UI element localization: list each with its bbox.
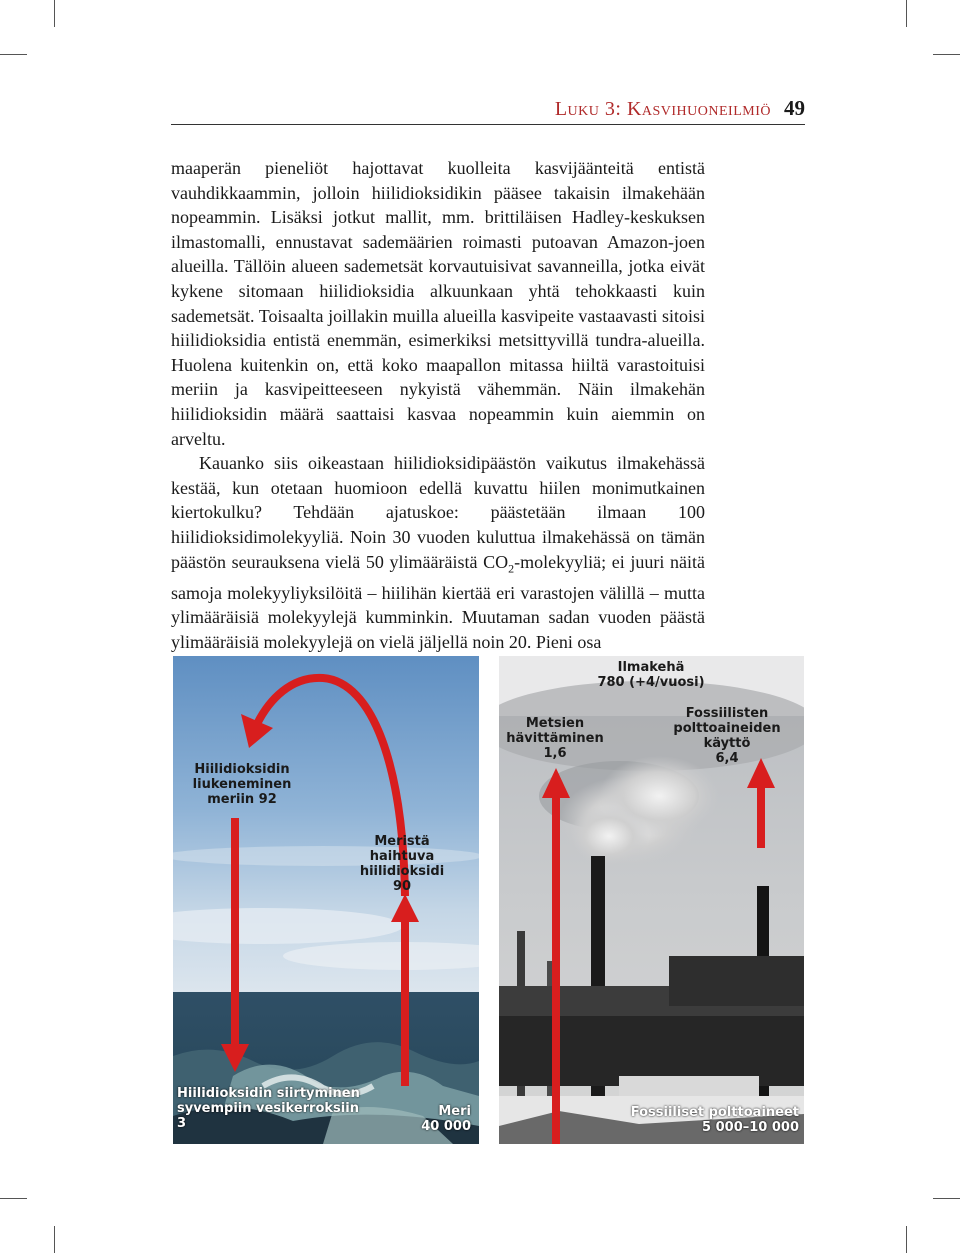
factory-figure xyxy=(499,656,804,1144)
deforestation-arrowhead-icon xyxy=(542,768,570,798)
paragraph-part: Kauanko siis oikeastaan hiilidioksidipäästön vaikutus ilmakehässä kestää, kun otetaan huomioon edellä kuvattu hiilen monimutkainen kiertokulku? Tehdään ajatuskoe: päästetään ilmaan 100 hiilidioksidimolekyyliä. Noin 30 vuoden kuluttua ilmakehässä on tämän päästön seurauksena vielä 50 ylimääräistä CO xyxy=(171,453,705,572)
paragraph-part: -molekyyliä; ei juuri näitä samoja molekyyliyksilöitä – hiilihän kiertää eri varastojen välillä – mutta ylimääräisiä molekyylejä kumminkin. Muutaman sadan vuoden päästä ylimääräisiä molekyylejä on vielä jäljellä noin 20. Pieni osa xyxy=(171,551,705,652)
crop-mark xyxy=(0,54,27,55)
atmosphere-label: Ilmakehä 780 (+4/vuosi) xyxy=(597,660,705,690)
crop-mark xyxy=(906,0,907,27)
deep-transfer-arrowhead-icon xyxy=(221,1044,249,1072)
crop-mark xyxy=(933,1198,960,1199)
dissolution-label: Hiilidioksidin liukeneminen meriin 92 xyxy=(192,762,292,807)
crop-mark xyxy=(54,1226,55,1253)
page-number: 49 xyxy=(784,96,805,120)
co2-subscript: 2 xyxy=(508,561,515,576)
evaporation-label: Meristä haihtuva hiilidioksidi 90 xyxy=(359,834,445,894)
chapter-title: Luku 3: Kasvihuoneilmiö xyxy=(554,98,771,120)
deforestation-label: Metsien hävittäminen 1,6 xyxy=(506,716,604,761)
crop-mark xyxy=(906,1226,907,1253)
body-text xyxy=(171,156,705,654)
crop-mark xyxy=(54,0,55,27)
deep-transfer-label: Hiilidioksidin siirtyminen syvempiin vesikerroksiin 3 xyxy=(177,1086,360,1131)
fossil-use-label: Fossiilisten polttoaineiden käyttö 6,4 xyxy=(673,706,781,766)
ocean-reservoir-label: Meri 40 000 xyxy=(421,1104,471,1134)
evaporation-arrowhead-icon xyxy=(391,894,419,922)
running-header xyxy=(171,96,805,125)
carbon-cycle-arrows xyxy=(173,656,479,1144)
crop-mark xyxy=(933,54,960,55)
crop-mark xyxy=(0,1198,27,1199)
ocean-figure xyxy=(173,656,479,1144)
fossil-reserves-label: Fossiiliset polttoaineet 5 000–10 000 xyxy=(630,1105,799,1135)
paragraph xyxy=(171,451,705,654)
paragraph: maaperän pieneliöt hajottavat kuolleita kasvijäänteitä entistä vauhdikkaammin, jolloin hiilidioksidikin pääsee takaisin ilmakehään nopeammin. Lisäksi jotkut mallit, mm. brittiläisen Hadley-keskuksen ilmastomalli, ennustavat sademäärien roimasti putoavan Amazon-joen alueilla. Tällöin alueen sademetsät korvautuisivat savanneilla, jotka eivät kykene sitomaan hiilidioksidia alkuunkaan yhtä tehokkaasti kuin sademetsät. Toisaalta joillakin muilla alueilla kasvipeite vastaavasti sitoisi hiilidioksidia entistä enemmän, esimerkiksi metsittyvillä tundra-alueilla. Huolena kuitenkin on, että koko maapallon mitassa hiiltä varastoituisi meriin ja kasvipeitteeseen nykyistä vähemmän. Näin ilmakehän hiilidioksidin määrä saattaisi kasvaa nopeammin kuin aiemmin on arveltu. xyxy=(171,158,705,449)
